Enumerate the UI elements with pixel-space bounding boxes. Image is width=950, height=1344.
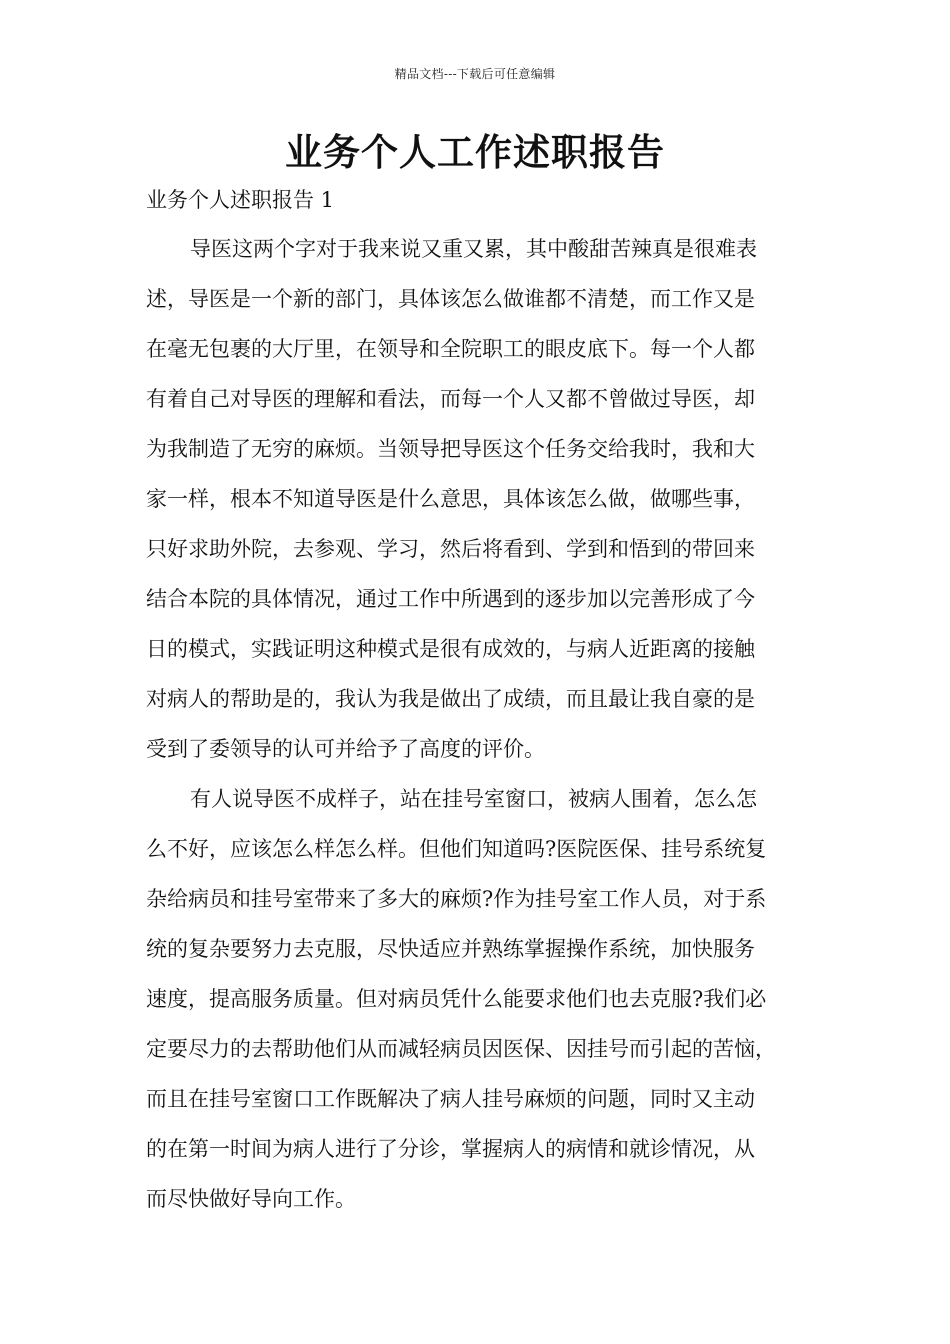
paragraph-line: 结合本院的具体情况，通过工作中所遇到的逐步加以完善形成了今 <box>146 587 755 611</box>
paragraph-line: 家一样，根本不知道导医是什么意思，具体该怎么做，做哪些事， <box>146 487 755 511</box>
paragraph-line: 对病人的帮助是的，我认为我是做出了成绩，而且最让我自豪的是 <box>146 687 755 711</box>
paragraph-line: 述，导医是一个新的部门，具体该怎么做谁都不清楚，而工作又是 <box>146 287 755 311</box>
paragraph-line: 杂给病员和挂号室带来了多大的麻烦?作为挂号室工作人员，对于系 <box>146 887 767 911</box>
paragraph-line: 而尽快做好导向工作。 <box>146 1187 356 1211</box>
paragraph-line: 有人说导医不成样子，站在挂号室窗口，被病人围着，怎么怎 <box>190 787 757 811</box>
paragraph-line: 速度，提高服务质量。但对病员凭什么能要求他们也去克服?我们必 <box>146 987 767 1011</box>
paragraph-line: 统的复杂要努力去克服，尽快适应并熟练掌握操作系统，加快服务 <box>146 937 755 961</box>
paragraph-line: 导医这两个字对于我来说又重又累，其中酸甜苦辣真是很难表 <box>190 237 757 261</box>
paragraph-line: 而且在挂号室窗口工作既解决了病人挂号麻烦的问题，同时又主动 <box>146 1087 755 1111</box>
document-title: 业务个人工作述职报告 <box>285 130 665 174</box>
paragraph-line: 么不好，应该怎么样怎么样。但他们知道吗?医院医保、挂号系统复 <box>146 837 767 861</box>
paragraph-line: 的在第一时间为病人进行了分诊，掌握病人的病情和就诊情况，从 <box>146 1137 755 1161</box>
paragraph-line: 只好求助外院，去参观、学习，然后将看到、学到和悟到的带回来 <box>146 537 755 561</box>
paragraph-line: 有着自己对导医的理解和看法，而每一个人又都不曾做过导医，却 <box>146 387 755 411</box>
paragraph-line: 受到了委领导的认可并给予了高度的评价。 <box>146 737 545 761</box>
section-subtitle: 业务个人述职报告 1 <box>146 188 335 212</box>
paragraph-line: 为我制造了无穷的麻烦。当领导把导医这个任务交给我时，我和大 <box>146 437 755 461</box>
header-note: 精品文档---下载后可任意编辑 <box>394 67 556 81</box>
paragraph-line: 定要尽力的去帮助他们从而减轻病员因医保、因挂号而引起的苦恼， <box>146 1037 776 1061</box>
paragraph-line: 日的模式，实践证明这种模式是很有成效的，与病人近距离的接触 <box>146 637 755 661</box>
paragraph-line: 在毫无包裹的大厅里，在领导和全院职工的眼皮底下。每一个人都 <box>146 337 755 361</box>
